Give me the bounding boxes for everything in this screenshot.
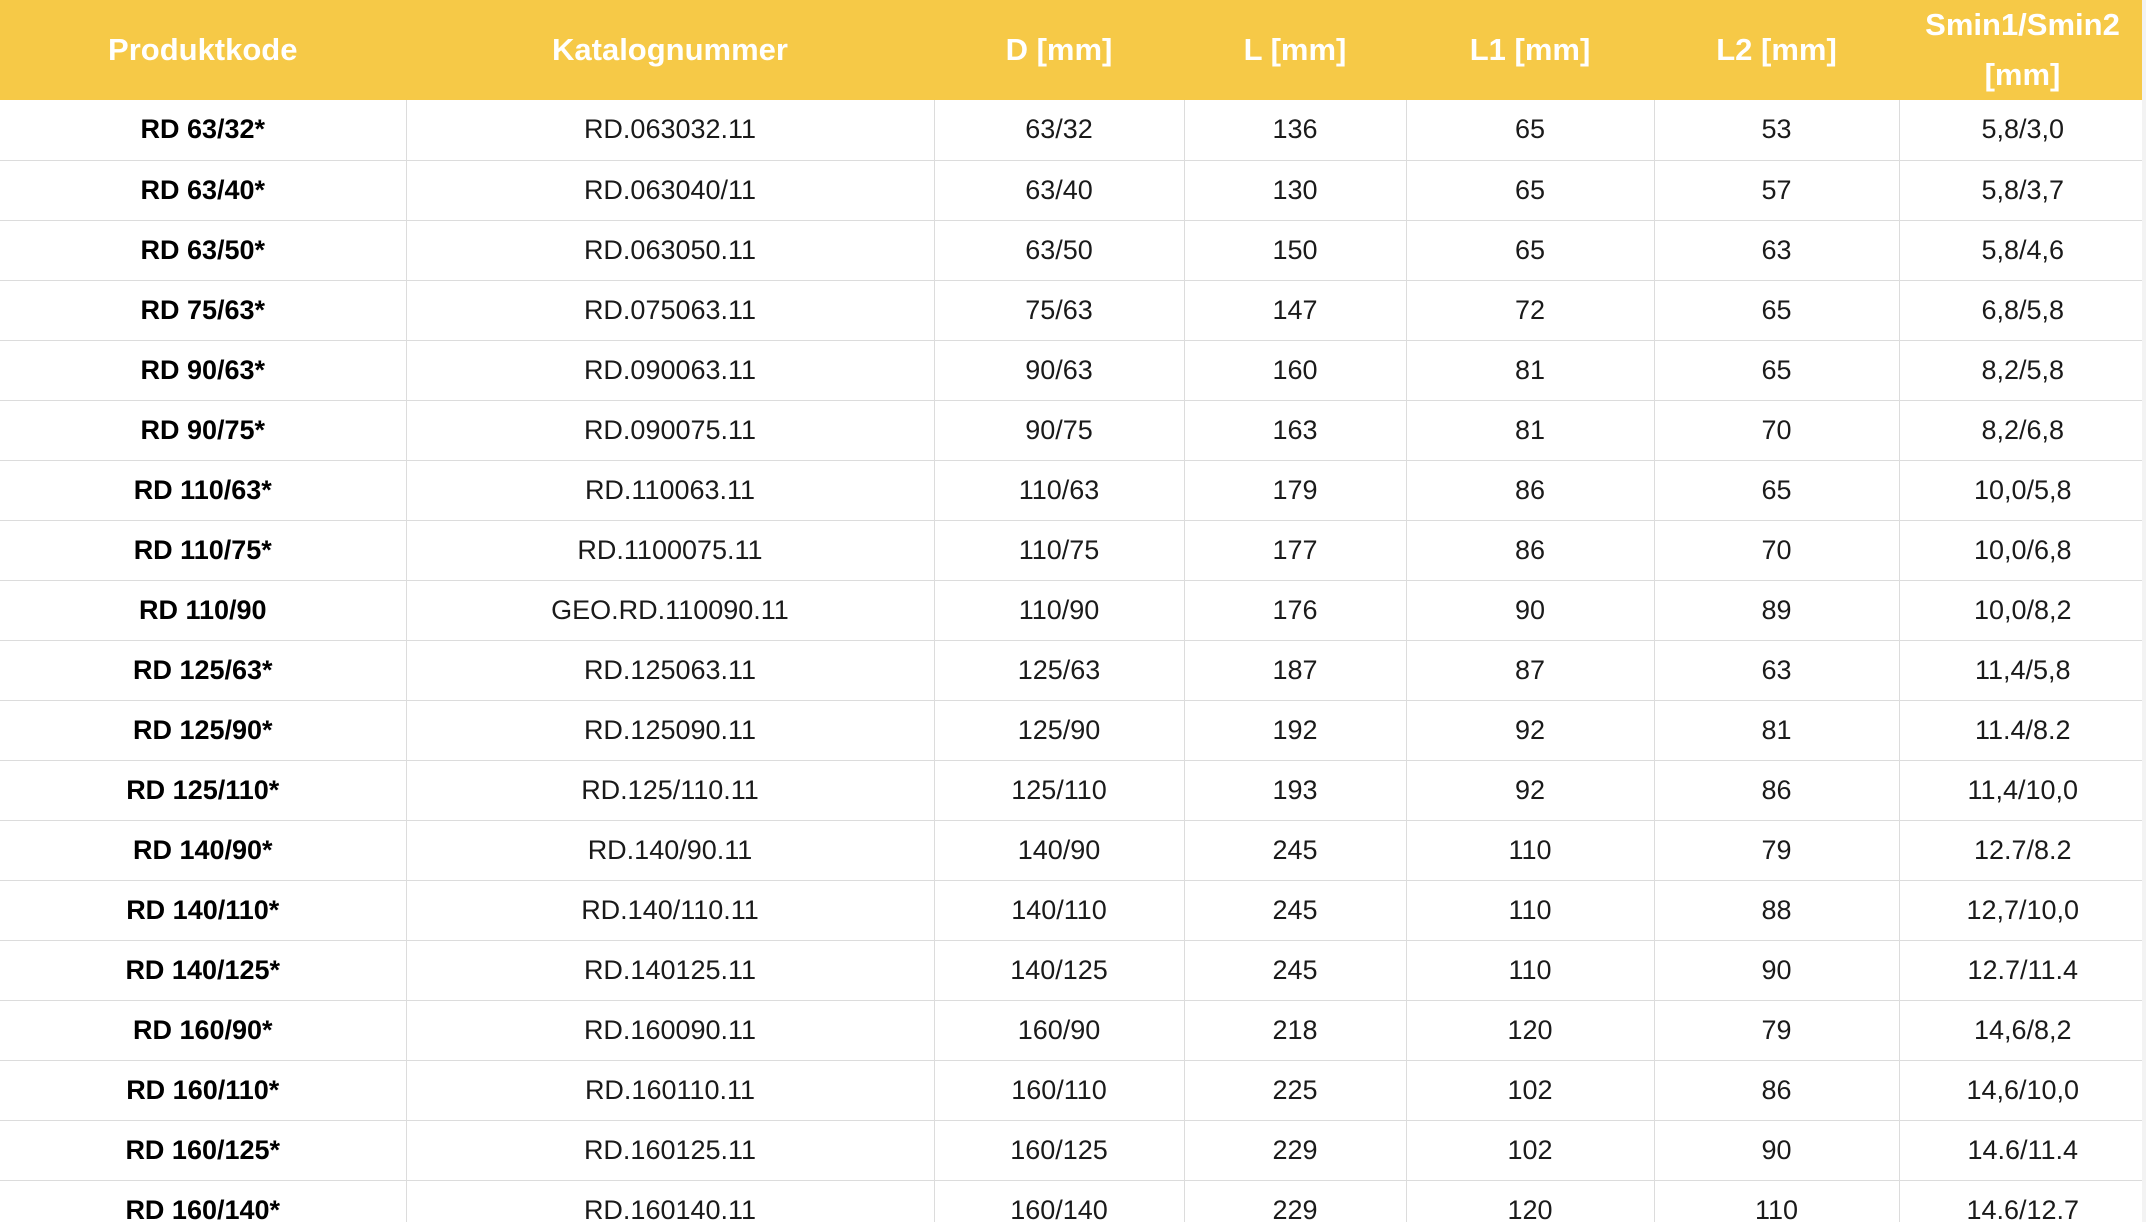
cell-l2: 86 (1654, 1060, 1899, 1120)
header-row (0, 0, 2146, 100)
cell-l2: 79 (1654, 1000, 1899, 1060)
cell-d: 160/110 (934, 1060, 1184, 1120)
cell-d: 140/125 (934, 940, 1184, 1000)
cell-katalognummer: RD.075063.11 (406, 280, 934, 340)
cell-smin: 8,2/5,8 (1899, 340, 2146, 400)
cell-produktkode: RD 160/90* (0, 1000, 406, 1060)
table-row (0, 580, 2146, 640)
cell-produktkode: RD 160/140* (0, 1180, 406, 1222)
cell-katalognummer: RD.110063.11 (406, 460, 934, 520)
cell-l1: 65 (1406, 160, 1654, 220)
cell-produktkode: RD 140/110* (0, 880, 406, 940)
cell-l: 160 (1184, 340, 1406, 400)
cell-l2: 65 (1654, 340, 1899, 400)
cell-katalognummer: RD.090075.11 (406, 400, 934, 460)
cell-l: 163 (1184, 400, 1406, 460)
table-row (0, 1120, 2146, 1180)
cell-l1: 110 (1406, 880, 1654, 940)
cell-smin: 14,6/8,2 (1899, 1000, 2146, 1060)
header-l-mm: L [mm] (1184, 0, 1406, 100)
cell-smin: 5,8/3,0 (1899, 100, 2146, 160)
cell-katalognummer: RD.090063.11 (406, 340, 934, 400)
cell-d: 160/125 (934, 1120, 1184, 1180)
table-row (0, 220, 2146, 280)
cell-smin: 8,2/6,8 (1899, 400, 2146, 460)
cell-produktkode: RD 75/63* (0, 280, 406, 340)
cell-d: 63/40 (934, 160, 1184, 220)
header-smin-line2: [mm] (1984, 57, 2061, 92)
header-l1-mm: L1 [mm] (1406, 0, 1654, 100)
table-row (0, 340, 2146, 400)
cell-l2: 79 (1654, 820, 1899, 880)
cell-smin: 10,0/6,8 (1899, 520, 2146, 580)
cell-l2: 63 (1654, 220, 1899, 280)
cell-l2: 57 (1654, 160, 1899, 220)
cell-katalognummer: RD.140/110.11 (406, 880, 934, 940)
cell-produktkode: RD 63/32* (0, 100, 406, 160)
header-katalognummer: Katalognummer (406, 0, 934, 100)
cell-l: 218 (1184, 1000, 1406, 1060)
cell-katalognummer: RD.063032.11 (406, 100, 934, 160)
table-row (0, 160, 2146, 220)
cell-produktkode: RD 63/50* (0, 220, 406, 280)
table-row (0, 1180, 2146, 1222)
cell-d: 90/75 (934, 400, 1184, 460)
cell-d: 140/110 (934, 880, 1184, 940)
cell-l1: 72 (1406, 280, 1654, 340)
cell-d: 160/140 (934, 1180, 1184, 1222)
cell-l2: 65 (1654, 460, 1899, 520)
cell-l: 187 (1184, 640, 1406, 700)
cell-l1: 92 (1406, 760, 1654, 820)
table-row (0, 700, 2146, 760)
cell-katalognummer: RD.125/110.11 (406, 760, 934, 820)
cell-l1: 86 (1406, 520, 1654, 580)
cell-d: 140/90 (934, 820, 1184, 880)
cell-d: 75/63 (934, 280, 1184, 340)
cell-katalognummer: RD.140/90.11 (406, 820, 934, 880)
header-smin-line1: Smin1/Smin2 (1925, 7, 2120, 42)
cell-l1: 120 (1406, 1000, 1654, 1060)
cell-l1: 81 (1406, 340, 1654, 400)
cell-katalognummer: RD.160140.11 (406, 1180, 934, 1222)
cell-l2: 110 (1654, 1180, 1899, 1222)
cell-l2: 63 (1654, 640, 1899, 700)
cell-smin: 12.7/8.2 (1899, 820, 2146, 880)
header-smin-mm (1899, 0, 2146, 100)
header-d-mm: D [mm] (934, 0, 1184, 100)
cell-l2: 70 (1654, 520, 1899, 580)
cell-l1: 87 (1406, 640, 1654, 700)
cell-l2: 65 (1654, 280, 1899, 340)
cell-l: 177 (1184, 520, 1406, 580)
cell-l2: 89 (1654, 580, 1899, 640)
table-header (0, 0, 2146, 100)
cell-l1: 86 (1406, 460, 1654, 520)
cell-l: 193 (1184, 760, 1406, 820)
cell-produktkode: RD 140/90* (0, 820, 406, 880)
cell-produktkode: RD 90/75* (0, 400, 406, 460)
table-row (0, 100, 2146, 160)
cell-d: 125/110 (934, 760, 1184, 820)
cell-produktkode: RD 140/125* (0, 940, 406, 1000)
cell-smin: 11,4/5,8 (1899, 640, 2146, 700)
cell-produktkode: RD 110/75* (0, 520, 406, 580)
cell-d: 110/75 (934, 520, 1184, 580)
cell-l1: 90 (1406, 580, 1654, 640)
cell-l1: 65 (1406, 100, 1654, 160)
cell-smin: 10,0/8,2 (1899, 580, 2146, 640)
cell-l2: 90 (1654, 1120, 1899, 1180)
table-row (0, 940, 2146, 1000)
table-row (0, 640, 2146, 700)
cell-l1: 81 (1406, 400, 1654, 460)
cell-l1: 102 (1406, 1060, 1654, 1120)
cell-l: 150 (1184, 220, 1406, 280)
cell-l: 245 (1184, 880, 1406, 940)
cell-l2: 70 (1654, 400, 1899, 460)
table-row (0, 820, 2146, 880)
table-row (0, 520, 2146, 580)
table-row (0, 460, 2146, 520)
table-row (0, 280, 2146, 340)
cell-produktkode: RD 90/63* (0, 340, 406, 400)
cell-l: 229 (1184, 1180, 1406, 1222)
table-row (0, 880, 2146, 940)
table-row (0, 760, 2146, 820)
cell-l1: 120 (1406, 1180, 1654, 1222)
cell-produktkode: RD 63/40* (0, 160, 406, 220)
cell-produktkode: RD 110/90 (0, 580, 406, 640)
cell-produktkode: RD 125/63* (0, 640, 406, 700)
cell-l: 179 (1184, 460, 1406, 520)
cell-d: 125/90 (934, 700, 1184, 760)
cell-d: 90/63 (934, 340, 1184, 400)
cell-d: 63/50 (934, 220, 1184, 280)
cell-smin: 11,4/10,0 (1899, 760, 2146, 820)
cell-l2: 88 (1654, 880, 1899, 940)
table-body (0, 100, 2146, 1222)
cell-katalognummer: RD.160110.11 (406, 1060, 934, 1120)
cell-l1: 110 (1406, 820, 1654, 880)
cell-l: 245 (1184, 940, 1406, 1000)
cell-katalognummer: RD.140125.11 (406, 940, 934, 1000)
cell-l2: 90 (1654, 940, 1899, 1000)
cell-produktkode: RD 160/125* (0, 1120, 406, 1180)
cell-l2: 53 (1654, 100, 1899, 160)
cell-l: 136 (1184, 100, 1406, 160)
cell-l1: 65 (1406, 220, 1654, 280)
cell-smin: 10,0/5,8 (1899, 460, 2146, 520)
cell-smin: 11.4/8.2 (1899, 700, 2146, 760)
cell-l2: 86 (1654, 760, 1899, 820)
cell-smin: 5,8/3,7 (1899, 160, 2146, 220)
cell-l1: 92 (1406, 700, 1654, 760)
cell-l: 192 (1184, 700, 1406, 760)
cell-katalognummer: RD.125063.11 (406, 640, 934, 700)
cell-katalognummer: RD.125090.11 (406, 700, 934, 760)
header-l2-mm: L2 [mm] (1654, 0, 1899, 100)
cell-produktkode: RD 125/90* (0, 700, 406, 760)
cell-smin: 12.7/11.4 (1899, 940, 2146, 1000)
table-row (0, 1000, 2146, 1060)
cell-smin: 12,7/10,0 (1899, 880, 2146, 940)
cell-l: 147 (1184, 280, 1406, 340)
cell-l: 176 (1184, 580, 1406, 640)
cell-katalognummer: RD.160125.11 (406, 1120, 934, 1180)
cell-d: 160/90 (934, 1000, 1184, 1060)
cell-d: 63/32 (934, 100, 1184, 160)
cell-l: 245 (1184, 820, 1406, 880)
cell-produktkode: RD 125/110* (0, 760, 406, 820)
right-edge-strip (2142, 0, 2146, 1222)
cell-katalognummer: GEO.RD.110090.11 (406, 580, 934, 640)
cell-l1: 102 (1406, 1120, 1654, 1180)
cell-l1: 110 (1406, 940, 1654, 1000)
cell-d: 110/63 (934, 460, 1184, 520)
cell-smin: 14.6/11.4 (1899, 1120, 2146, 1180)
cell-smin: 14,6/10,0 (1899, 1060, 2146, 1120)
cell-katalognummer: RD.063040/11 (406, 160, 934, 220)
cell-l2: 81 (1654, 700, 1899, 760)
cell-katalognummer: RD.160090.11 (406, 1000, 934, 1060)
cell-smin: 6,8/5,8 (1899, 280, 2146, 340)
cell-smin: 14.6/12.7 (1899, 1180, 2146, 1222)
header-produktkode: Produktkode (0, 0, 406, 100)
cell-produktkode: RD 110/63* (0, 460, 406, 520)
cell-produktkode: RD 160/110* (0, 1060, 406, 1120)
cell-katalognummer: RD.1100075.11 (406, 520, 934, 580)
table-row (0, 1060, 2146, 1120)
cell-l: 229 (1184, 1120, 1406, 1180)
cell-l: 130 (1184, 160, 1406, 220)
cell-d: 110/90 (934, 580, 1184, 640)
table-row (0, 400, 2146, 460)
cell-l: 225 (1184, 1060, 1406, 1120)
cell-smin: 5,8/4,6 (1899, 220, 2146, 280)
cell-d: 125/63 (934, 640, 1184, 700)
cell-katalognummer: RD.063050.11 (406, 220, 934, 280)
